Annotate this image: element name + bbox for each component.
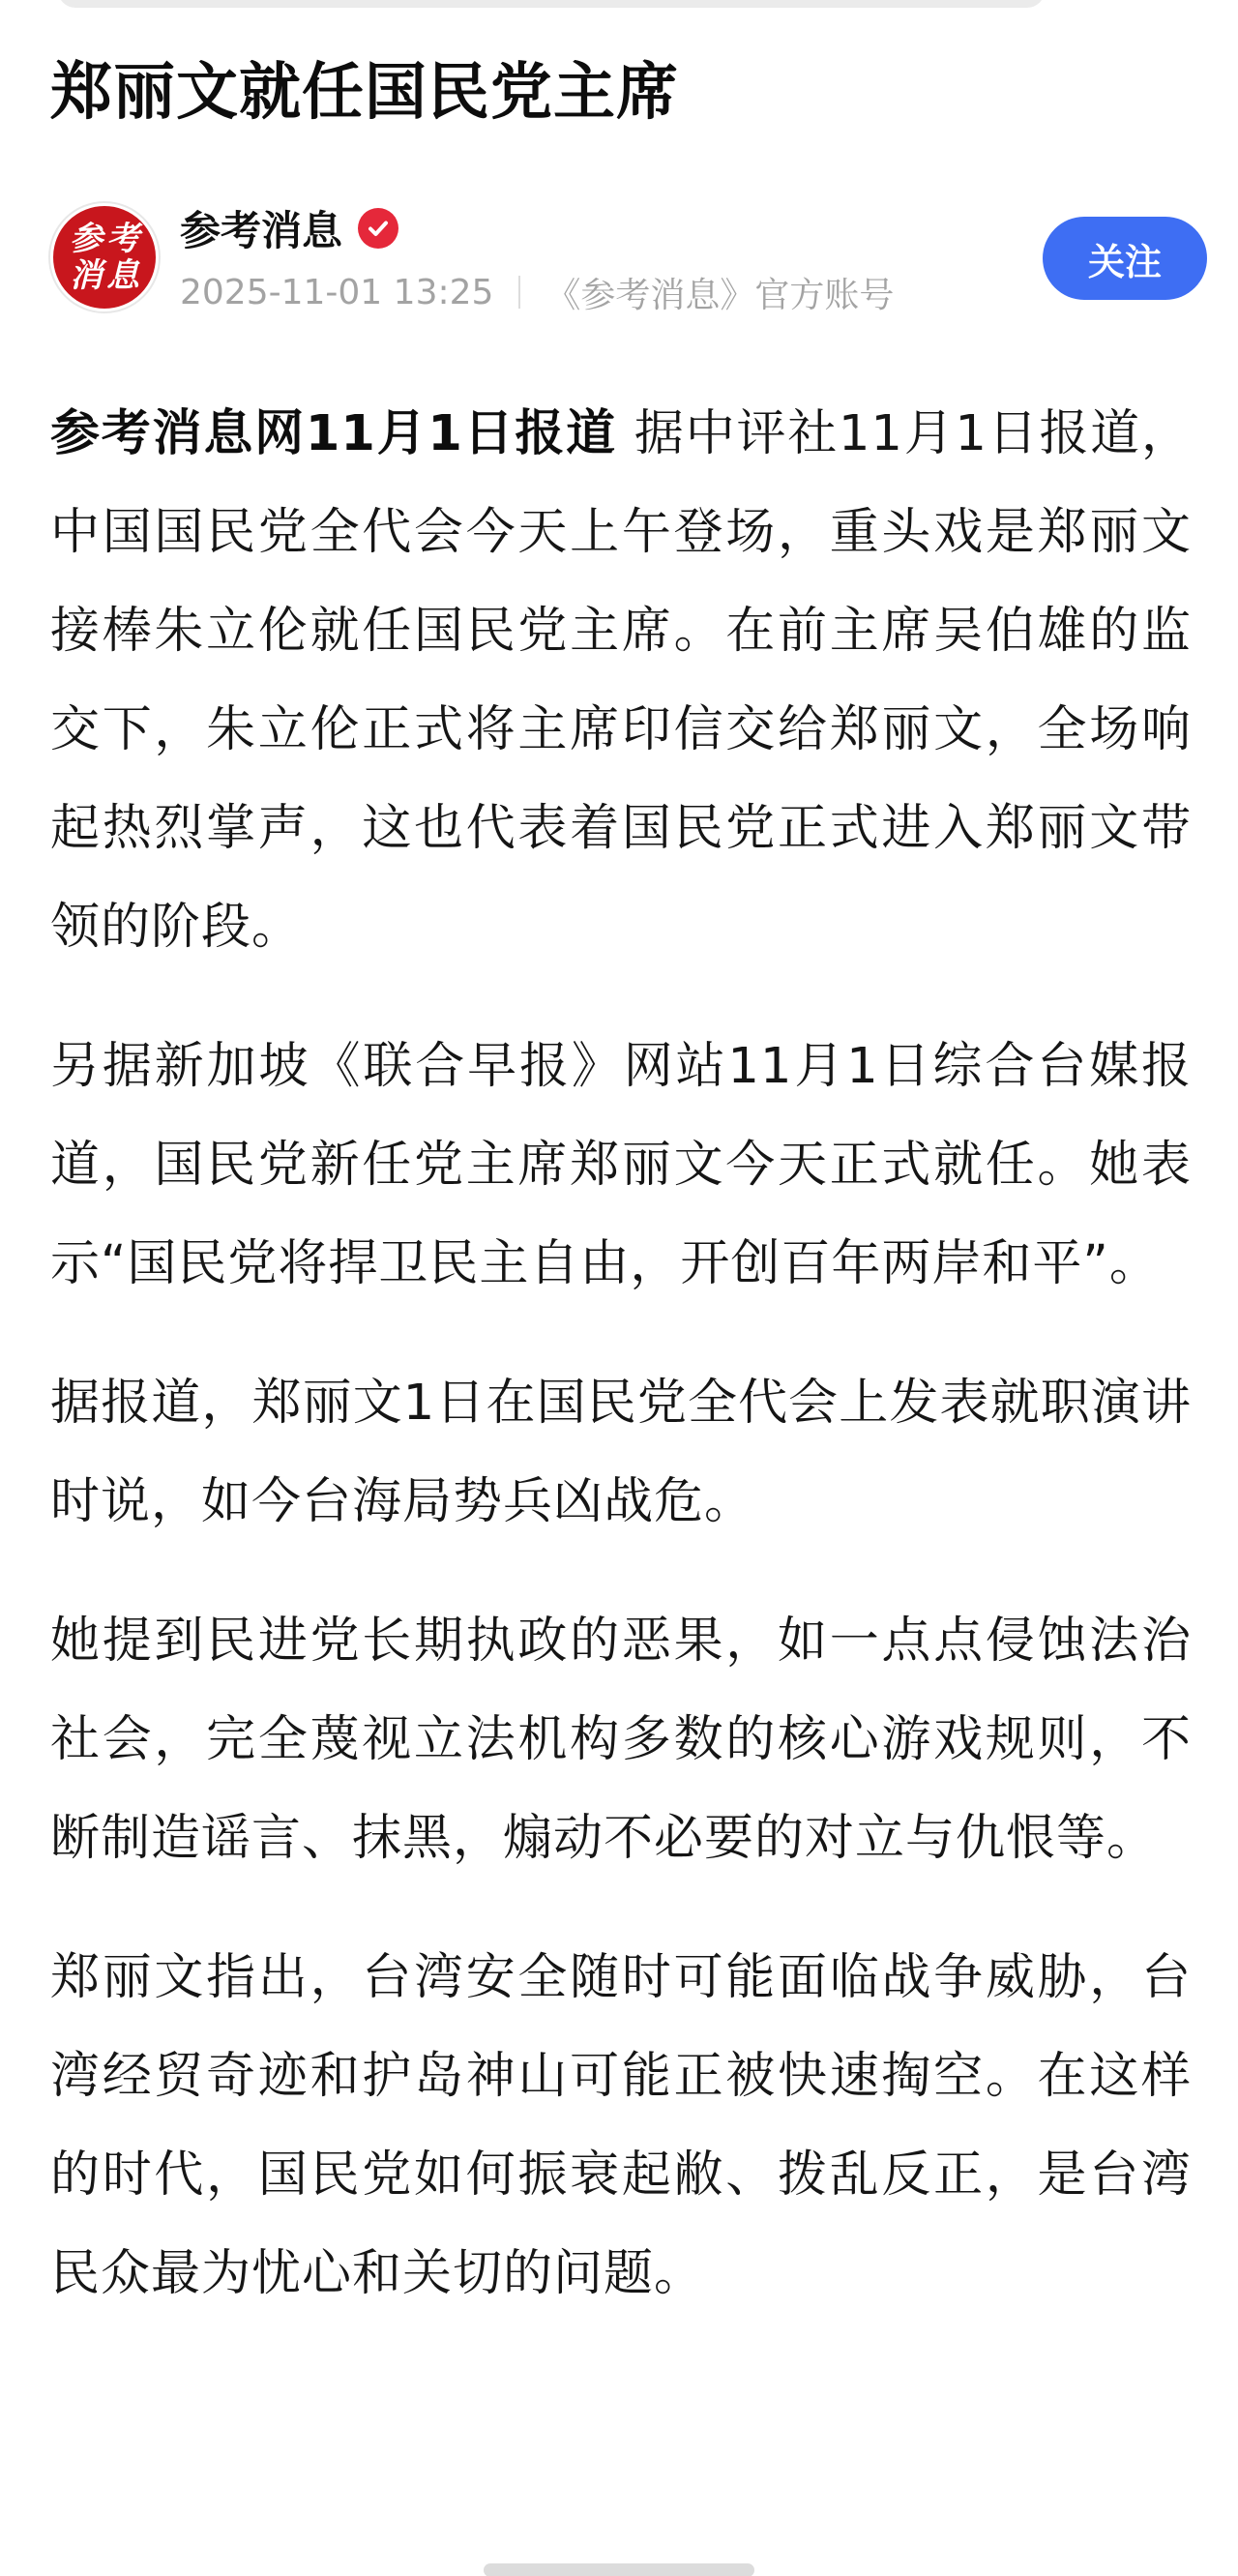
avatar[interactable] [50,203,159,311]
author-name-line [180,199,398,257]
verified-check-icon [358,208,398,249]
check-mark-icon [366,216,391,241]
paragraph-5: 郑丽文指出，台湾安全随时可能面临战争威胁，台湾经贸奇迹和护岛神山可能正被快速掏空。在这样的时代，国民党如何振衰起敝、拨乱反正，是台湾民众最为忧心和关切的问题。 [50,1949,1192,2302]
paragraph-4: 她提到民进党长期执政的恶果，如一点点侵蚀法治社会，完全蔑视立法机构多数的核心游戏规则，不断制造谣言、抹黑，煽动不必要的对立与仇恨等。 [50,1613,1192,1867]
avatar-char: 消 [70,256,103,295]
avatar-char: 参 [70,220,103,258]
avatar-char: 考 [106,220,139,258]
author-name[interactable]: 参考消息 [180,207,343,254]
paragraph-3: 据报道，郑丽文1日在国民党全代会上发表就职演讲时说，如今台海局势兵凶战危。 [50,1375,1192,1530]
publish-timestamp: 2025-11-01 13:25 [180,272,494,312]
meta-line [180,269,894,315]
article-title: 郑丽文就任国民党主席 [50,57,679,129]
top-bar-remnant [58,0,1045,8]
author-row [50,199,1192,315]
home-indicator [484,2563,754,2576]
paragraph-2: 另据新加坡《联合早报》网站11月1日综合台媒报道，国民党新任党主席郑丽文今天正式就任。她表示“国民党将捍卫民主自由，开创百年两岸和平”。 [50,1038,1192,1292]
meta-divider [518,276,520,309]
paragraph-1 [50,385,1192,977]
paragraph-lead: 参考消息网11月1日报道 [50,405,617,462]
follow-button[interactable]: 关注 [1043,217,1207,300]
paragraph-text: 据中评社11月1日报道，中国国民党全代会今天上午登场，重头戏是郑丽文接棒朱立伦就任国民党主席。在前主席吴伯雄的监交下，朱立伦正式将主席印信交给郑丽文，全场响起热烈掌声，这也代表着国民党正式进入郑丽文带领的阶段。 [50,405,1192,956]
account-type-label: 《参考消息》官方账号 [545,275,895,315]
article-body [50,385,1192,2364]
avatar-char: 息 [106,256,139,295]
